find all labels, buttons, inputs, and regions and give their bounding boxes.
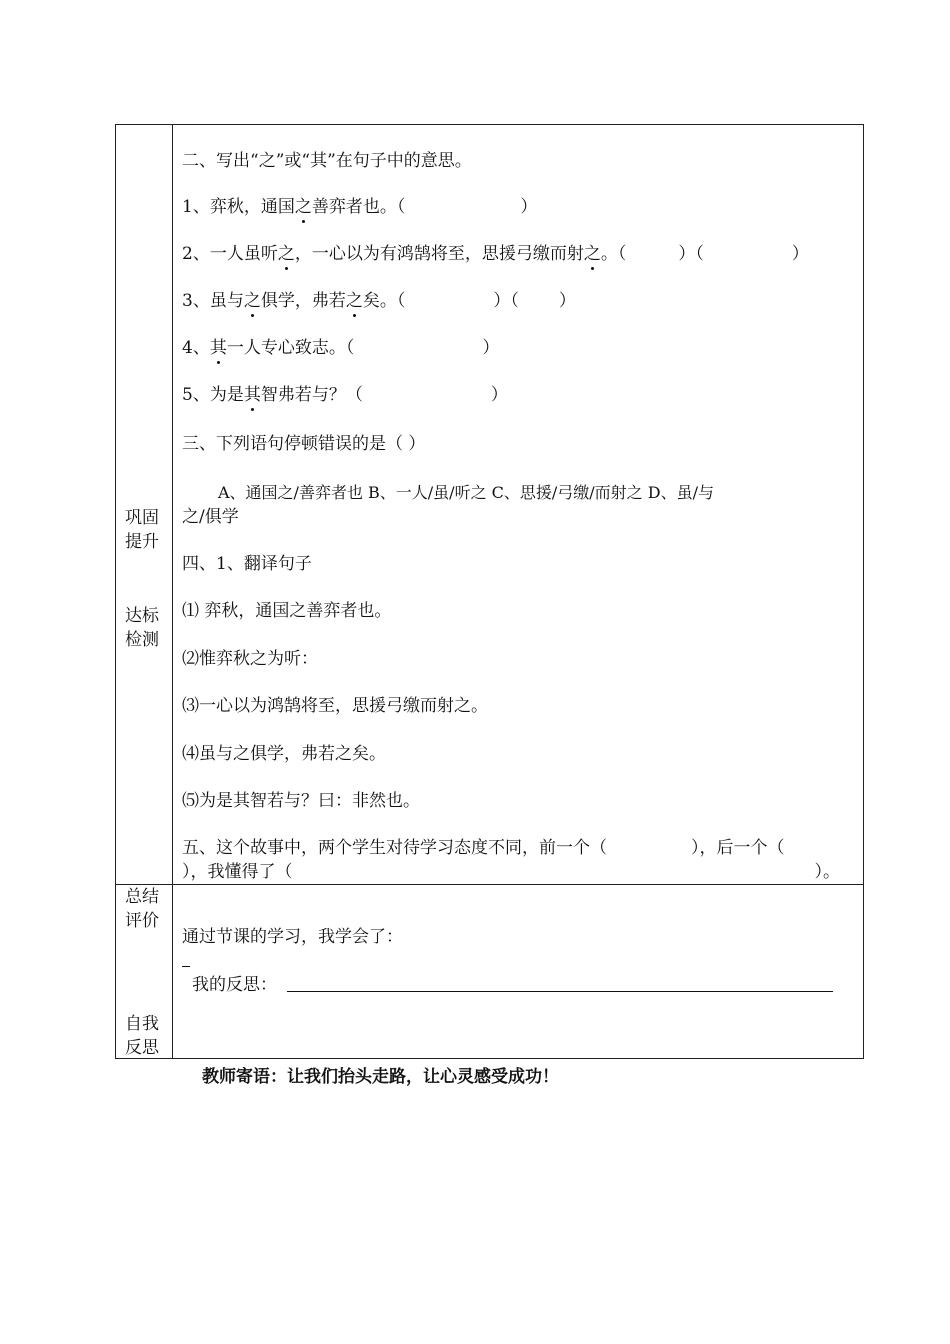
side-label-line: 提升 xyxy=(125,532,159,552)
translate-sentence-4: ⑷虽与之俱学，弗若之矣。 xyxy=(182,744,386,764)
question-text: 智弗若与？（ xyxy=(260,385,363,405)
side-label-line: 巩固 xyxy=(125,508,159,528)
emphasis-char: 其 xyxy=(209,338,227,358)
translate-sentence-3: ⑶一心以为鸿鹄将至，思援弓缴而射之。 xyxy=(182,696,488,716)
question-text: ，一心以为有鸿鹄将至，思援弓缴而射 xyxy=(294,244,584,264)
table-border-bottom xyxy=(115,1058,864,1059)
emphasis-char: 其 xyxy=(243,385,261,405)
side-label-line: 达标 xyxy=(125,606,159,626)
learned-prompt: 通过节课的学习，我学会了： xyxy=(182,927,403,947)
question-text: ） xyxy=(490,385,508,405)
section3-options: A、通国之/善弈者也 B、一人/虽/听之 C、思援/弓缴/而射之 D、虽/与 xyxy=(218,483,714,502)
question-text: ）（ xyxy=(678,244,704,264)
question-text: ），我懂得了（ xyxy=(182,862,293,882)
question-text: ）（ xyxy=(493,291,519,311)
emphasis-char: 之 xyxy=(294,197,312,217)
question-text: ） xyxy=(791,244,809,264)
question-text: 5、为是 xyxy=(182,385,244,405)
reflection-answer-line[interactable] xyxy=(287,991,833,992)
side-label-consolidate xyxy=(116,506,168,554)
question-text: 一人专心致志。（ xyxy=(226,338,355,358)
question-text: ），后一个（ xyxy=(691,838,785,858)
emphasis-char: 之 xyxy=(345,291,363,311)
emphasis-char: 之 xyxy=(277,244,295,264)
section5-line-2 xyxy=(182,861,840,883)
side-label-line: 反思 xyxy=(125,1038,159,1058)
section4-heading: 四、1、翻译句子 xyxy=(182,554,312,574)
side-label-check xyxy=(116,604,168,652)
question-text: 1、弈秋，通国 xyxy=(182,197,295,217)
section3-heading: 三、下列语句停顿错误的是（ ） xyxy=(182,434,426,454)
question-text: ）。 xyxy=(814,862,840,882)
reflection-prompt: 我的反思： xyxy=(192,975,277,995)
emphasis-char: 之 xyxy=(583,244,601,264)
side-label-line: 总结 xyxy=(125,887,159,907)
translate-sentence-1: ⑴ 弈秋，通国之善弈者也。 xyxy=(182,601,392,621)
table-row-divider xyxy=(115,884,864,885)
question-text: 4、 xyxy=(182,338,210,358)
section2-question-1 xyxy=(182,196,537,218)
section5-line-1 xyxy=(182,837,785,859)
section3-options-wrap: 之/俱学 xyxy=(182,507,239,527)
side-label-reflect xyxy=(116,1012,168,1060)
question-text: 善弈者也。（ xyxy=(311,197,406,217)
table-border-top xyxy=(115,124,864,125)
side-label-summary xyxy=(116,885,168,933)
question-text: 矣。（ xyxy=(362,291,406,311)
section2-heading: 二、写出“之”或“其”在句子中的意思。 xyxy=(182,151,472,171)
section2-question-2 xyxy=(182,243,809,265)
teacher-message: 教师寄语：让我们抬头走路，让心灵感受成功！ xyxy=(202,1067,559,1087)
section2-question-3 xyxy=(182,290,576,312)
question-text: ） xyxy=(520,197,538,217)
answer-line-stub xyxy=(182,966,190,967)
emphasis-char: 之 xyxy=(243,291,261,311)
question-text: 3、虽与 xyxy=(182,291,244,311)
table-column-divider xyxy=(172,124,173,1059)
section2-question-5 xyxy=(182,384,508,406)
translate-sentence-5: ⑸为是其智若与？曰：非然也。 xyxy=(182,791,420,811)
question-text: ） xyxy=(558,291,576,311)
question-text: 五、这个故事中，两个学生对待学习态度不同，前一个（ xyxy=(182,838,607,858)
question-text: 。（ xyxy=(600,244,627,264)
side-label-line: 评价 xyxy=(125,911,159,931)
question-text: 2、一人虽听 xyxy=(182,244,278,264)
question-text: 俱学，弗若 xyxy=(260,291,346,311)
table-border-right xyxy=(863,124,864,1059)
question-text: ） xyxy=(482,338,500,358)
translate-sentence-2: ⑵惟弈秋之为听： xyxy=(182,649,318,669)
section2-question-4 xyxy=(182,337,499,359)
side-label-line: 自我 xyxy=(125,1014,159,1034)
side-label-line: 检测 xyxy=(125,630,159,650)
